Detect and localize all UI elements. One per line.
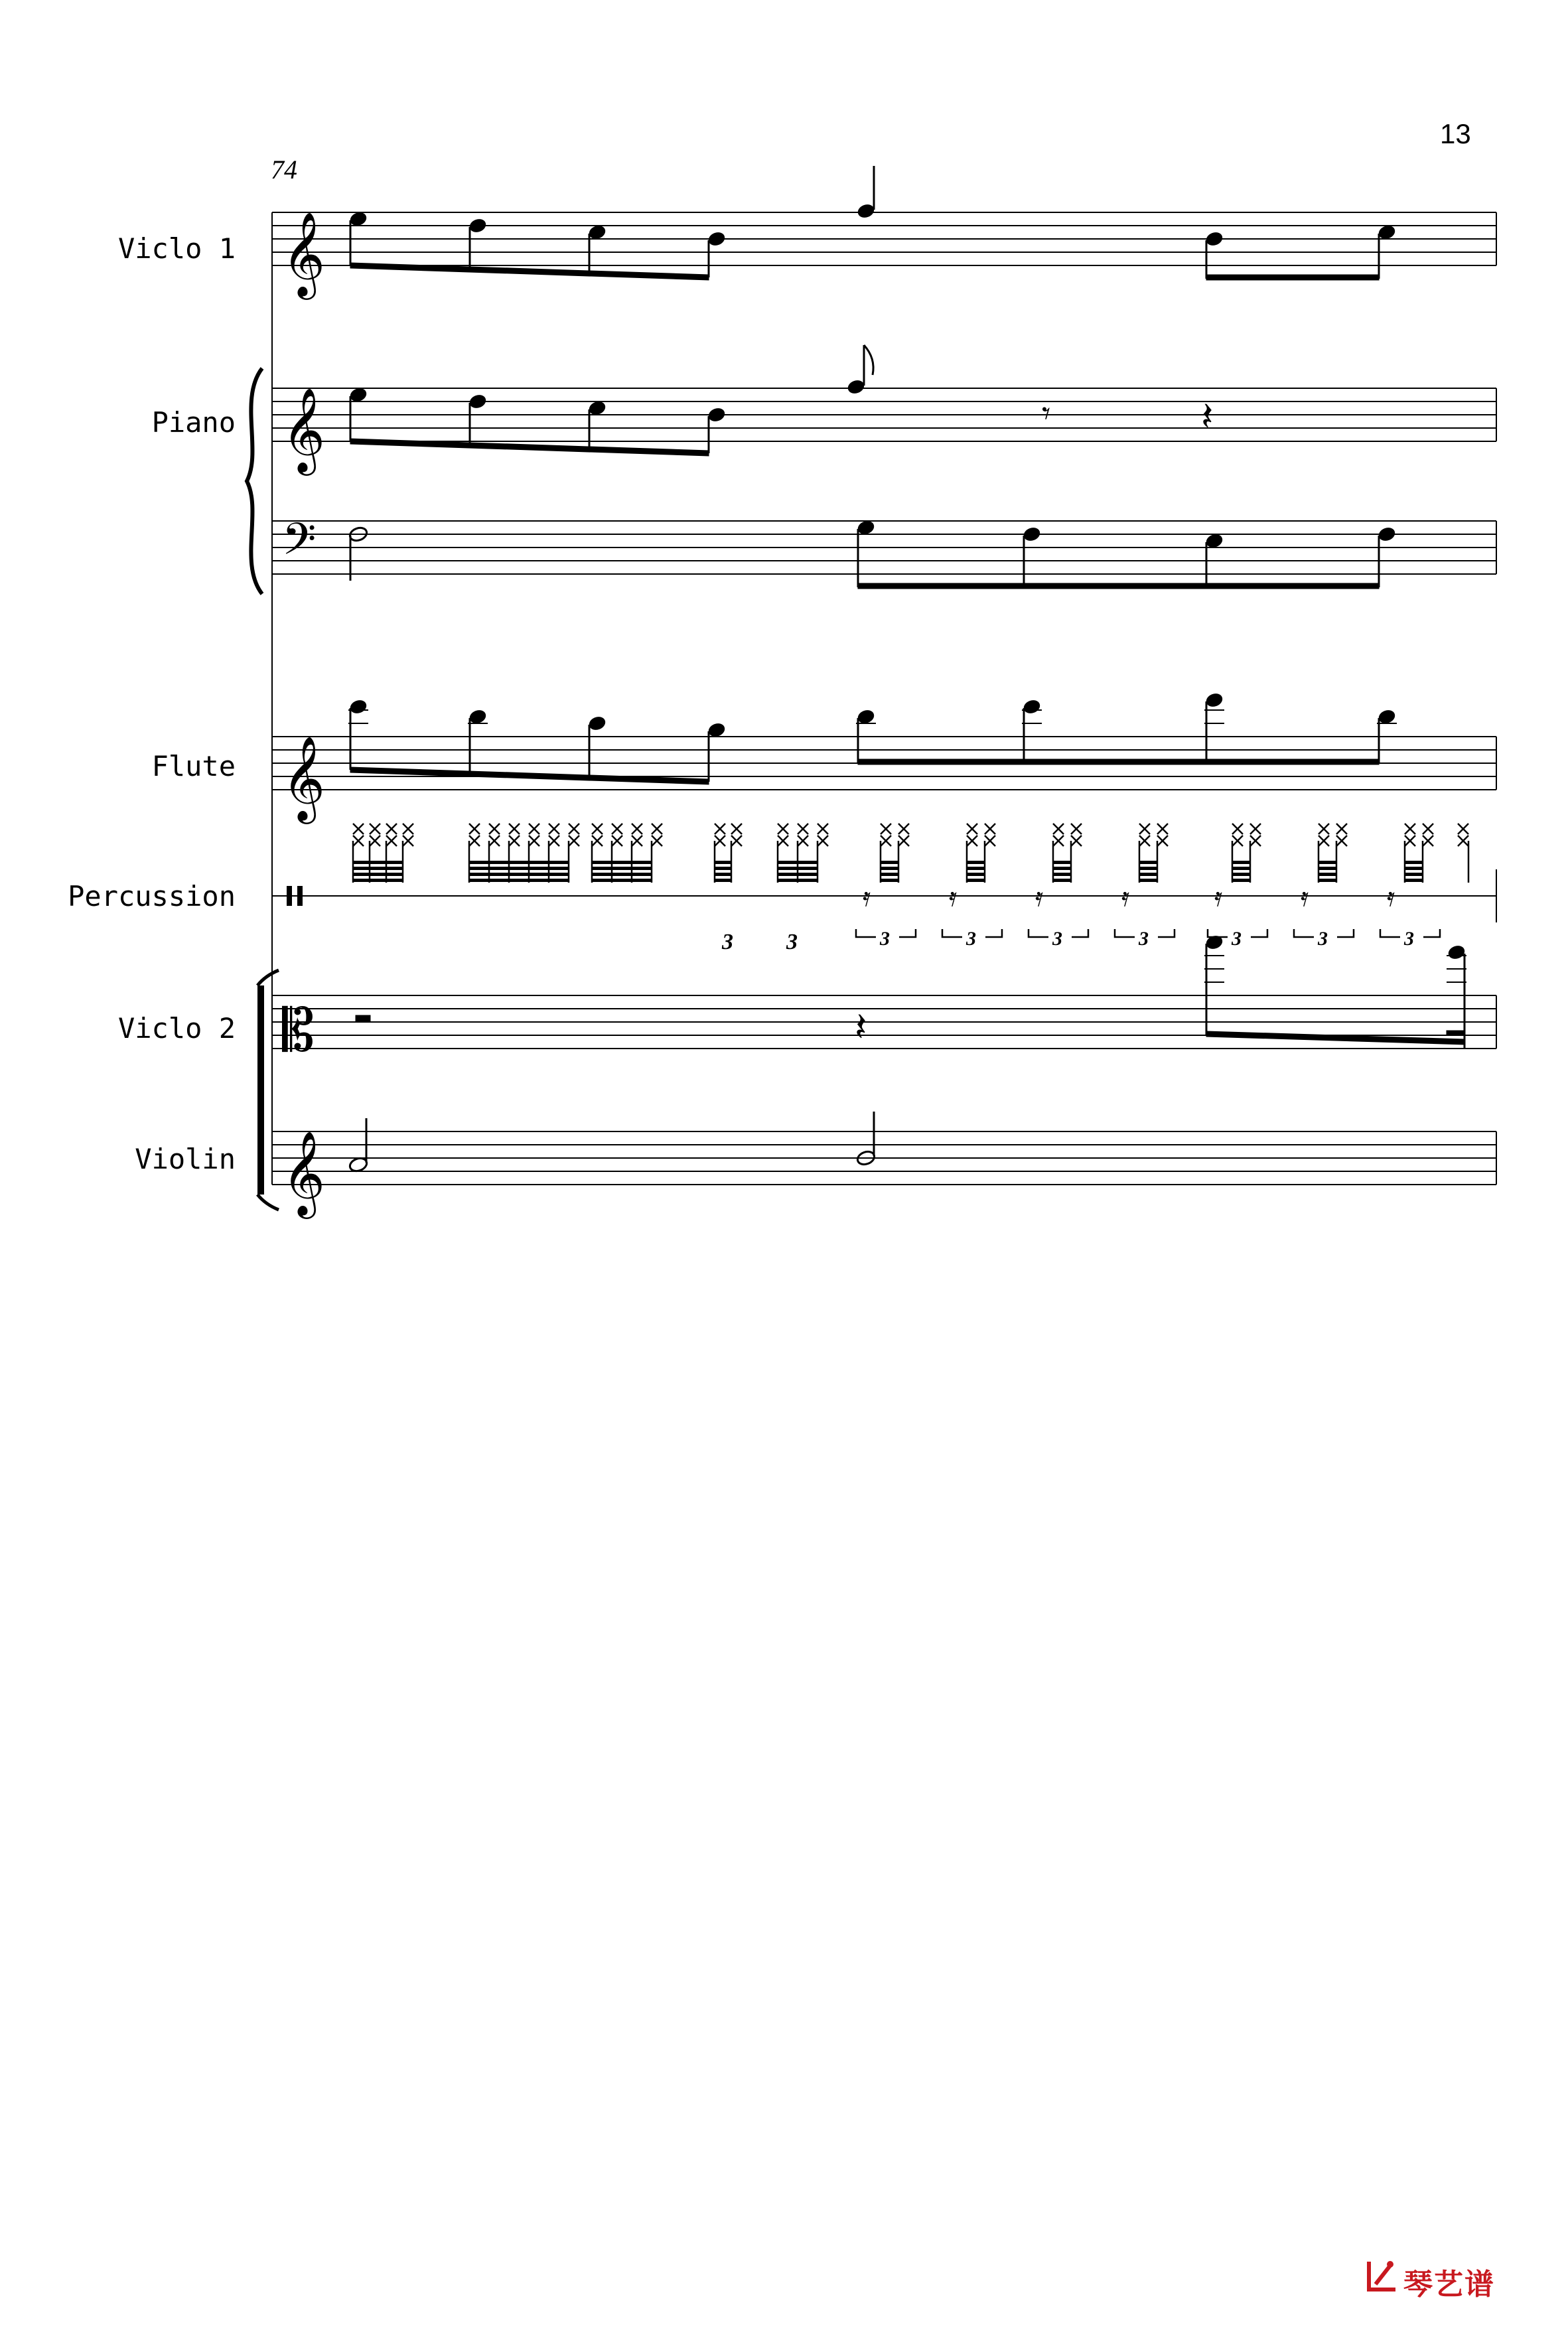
percussion-notes (353, 824, 1468, 954)
tuplet-number: 3 (1139, 928, 1149, 950)
eighth-rest-icon: 𝄾 (1042, 394, 1051, 433)
treble-clef-icon: 𝄞 (282, 211, 326, 296)
beam (1232, 861, 1250, 864)
beam (967, 873, 985, 876)
page-number: 13 (1440, 118, 1471, 149)
viclo2-notes (356, 934, 1466, 1051)
beam (353, 873, 403, 876)
tuplet-number: 3 (722, 930, 733, 954)
beam (881, 861, 898, 864)
staff-viclo1 (272, 212, 1496, 265)
beam (1053, 879, 1071, 882)
rest-icon: 𝄿 (1121, 882, 1130, 912)
rest-icon: 𝄿 (863, 882, 871, 912)
half-rest-icon (356, 1015, 370, 1022)
staff-piano-treble (272, 388, 1496, 441)
beam (1319, 873, 1336, 876)
rest-icon: 𝄿 (949, 882, 958, 912)
beam (1319, 867, 1336, 870)
beam (1139, 861, 1157, 864)
flute-notes (348, 691, 1397, 784)
beam (1139, 873, 1157, 876)
beam (1405, 867, 1423, 870)
beam (592, 861, 652, 864)
rest-icon: 𝄿 (1035, 882, 1044, 912)
beam (778, 861, 818, 864)
beam (881, 867, 898, 870)
staff-percussion (272, 869, 1496, 922)
beam (1405, 873, 1423, 876)
beam (1232, 867, 1250, 870)
beam (1053, 873, 1071, 876)
beam (1405, 861, 1423, 864)
tuplet-number: 3 (1052, 928, 1062, 950)
tuplet-number: 3 (786, 930, 798, 954)
instrument-label-flute: Flute (151, 750, 236, 782)
beam (1232, 879, 1250, 882)
rest-icon: 𝄿 (1214, 882, 1223, 912)
beam (967, 867, 985, 870)
string-bracket (257, 970, 279, 1210)
beam (778, 879, 818, 882)
quarter-rest-icon: 𝄽 (1201, 394, 1214, 440)
beam (778, 873, 818, 876)
beam (469, 879, 569, 882)
beam (715, 879, 731, 882)
staff-piano-bass (272, 521, 1496, 574)
measure-number: 74 (271, 155, 297, 184)
treble-clef-icon: 𝄞 (282, 387, 326, 472)
instrument-label-viclo2: Viclo 2 (117, 1012, 236, 1045)
tuplet-number: 3 (880, 928, 890, 950)
beam (967, 861, 985, 864)
beam (715, 861, 731, 864)
instrument-label-percussion: Percussion (68, 880, 236, 912)
beam (715, 867, 731, 870)
beam (1139, 867, 1157, 870)
beam (592, 867, 652, 870)
staff-viclo2 (272, 995, 1496, 1049)
piano-treble-notes (349, 345, 1214, 456)
music-logo-icon (1364, 2256, 1400, 2296)
bass-clef-icon: 𝄢 (282, 514, 317, 575)
beam (778, 867, 818, 870)
beam (592, 873, 652, 876)
alto-clef-icon: 𝄡 (282, 996, 315, 1064)
rest-icon: 𝄿 (1387, 882, 1395, 912)
beam (715, 873, 731, 876)
beam (592, 879, 652, 882)
tuplet-number: 3 (1318, 928, 1328, 950)
beam (1053, 867, 1071, 870)
tuplet-number: 3 (966, 928, 976, 950)
piano-bass-notes (348, 519, 1397, 589)
instrument-label-viclo1: Viclo 1 (117, 232, 236, 265)
violin-notes (348, 1112, 877, 1173)
beam (1319, 879, 1336, 882)
viclo1-notes (349, 166, 1397, 280)
beam (353, 879, 403, 882)
site-logo[interactable] (1364, 2256, 1536, 2303)
treble-clef-icon: 𝄞 (282, 735, 326, 820)
logo-text: 琴艺谱 (1403, 2268, 1495, 2301)
piano-brace (247, 368, 262, 594)
instrument-label-piano: Piano (151, 406, 236, 439)
beam (1319, 861, 1336, 864)
beam (353, 861, 403, 864)
beam (469, 861, 569, 864)
beam (469, 867, 569, 870)
beam (469, 873, 569, 876)
beam (1053, 861, 1071, 864)
beam (1405, 879, 1423, 882)
tuplet-number: 3 (1232, 928, 1242, 950)
beam (967, 879, 985, 882)
rest-icon: 𝄿 (1301, 882, 1309, 912)
beam (881, 873, 898, 876)
instrument-label-violin: Violin (135, 1143, 236, 1175)
tuplet-number: 3 (1404, 928, 1414, 950)
beam (353, 867, 403, 870)
quarter-rest-icon: 𝄽 (855, 1004, 867, 1051)
beam (1139, 879, 1157, 882)
treble-clef-icon: 𝄞 (282, 1130, 326, 1215)
staff-violin (272, 1131, 1496, 1185)
beam (1232, 873, 1250, 876)
beam (881, 879, 898, 882)
